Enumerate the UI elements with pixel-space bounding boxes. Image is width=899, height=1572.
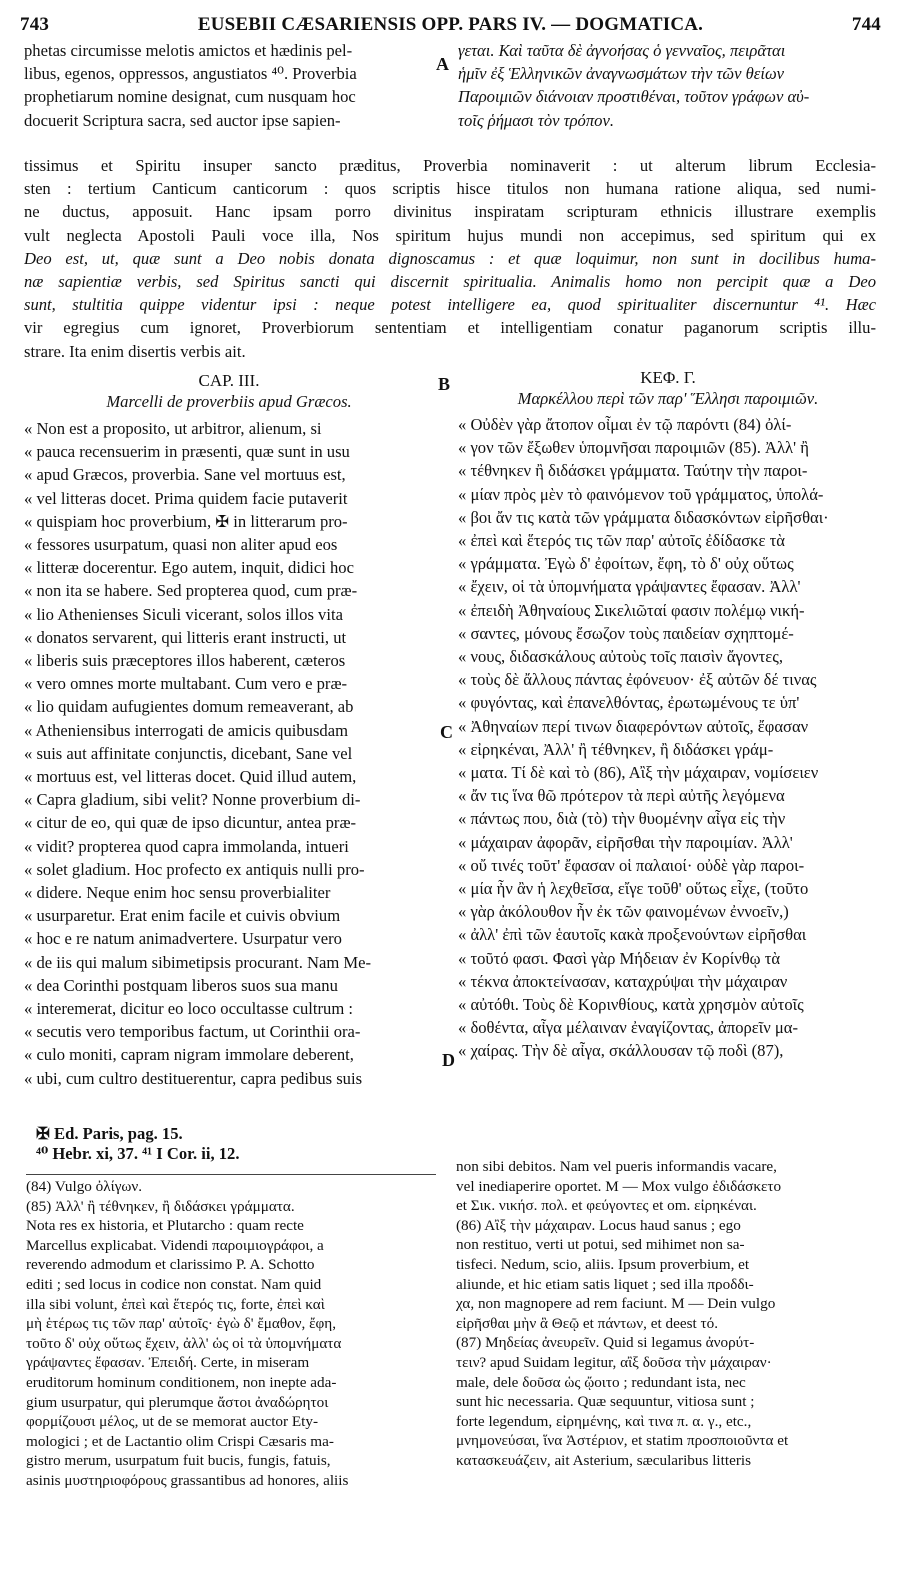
text-line: sunt, stultitia quippe videntur ipsi : neque potest intelligere ea, quod spiritualiter discernuntur ⁴¹. Hæc (24, 295, 876, 315)
note-line: τοῦτο δ' οὐχ οὕτως ἔχειν, ἀλλ' ὡς οἱ τὰ ὑπομνήματα (26, 1334, 342, 1352)
text-line: « ἄν τις ἵνα θῶ πρότερον τὰ περὶ αὐτῆς λεγόμενα (458, 786, 785, 806)
text-line: « μάχαιραν ἀφορᾶν, εἰρῆσθαι τὴν παροιμίαν. Ἀλλ' (458, 832, 793, 852)
text-line: « solet gladium. Hoc profecto ex antiquis nulli pro- (24, 859, 365, 879)
top-right-column (458, 39, 878, 132)
text-line: « Atheniensibus interrogati de amicis quibusdam (24, 720, 348, 740)
note-line: non sibi debitos. Nam vel pueris informandis vacare, (456, 1158, 777, 1175)
text-line: « βοι ἄν τις κατὰ τῶν γράμματα διδασκόντων εἰρῆσθαι· (458, 507, 829, 527)
text-line: « liberis suis præceptores illos haberent, cæteros (24, 651, 346, 671)
text-line: « μίαν πρὸς μὲν τὸ φαινόμενον τοῦ γράμματος, ὑπολά- (458, 484, 824, 504)
text-line: « secutis vero temporibus factum, ut Corinthii ora- (24, 1022, 361, 1042)
text-line: « apud Græcos, proverbia. Sane vel mortuus est, (24, 465, 346, 485)
note-line: Marcellus explicabat. Videndi παροιμιογράφοι, a (26, 1236, 324, 1254)
text-line: « δοθέντα, αἶγα μέλαιναν ἐναγίζοντας, ἀπορεῖν μα- (458, 1018, 798, 1038)
note-line: illa sibi volunt, ἐπεὶ καὶ ἕτερός τις, forte, ἐπεὶ καὶ (26, 1295, 325, 1313)
page-number-right: 744 (851, 14, 881, 35)
note-line: non restituo, verti ut potui, sed mihimet non sa- (456, 1236, 745, 1254)
text-line: « Ἀθηναίων περί τινων διαφερόντων αὐτοῖς, ἔφασαν (458, 716, 809, 736)
text-line: « donatos servarent, qui litteris erant instructi, ut (24, 627, 347, 647)
note-line: male, dele δοῦσα ὡς ᾤοιτο ; redundant ista, nec (456, 1373, 746, 1391)
text-line: prophetiarum nomine designat, cum nusquam hoc (24, 87, 356, 107)
chapter-title-latin: CAP. III. (198, 371, 260, 390)
text-line: « ἔχειν, οἱ τὰ ὑπομνήματα γράψαντες ἔφασαν. Ἀλλ' (458, 577, 801, 597)
text-line: γεται. Καὶ ταῦτα δὲ ἀγνοήσας ὁ γενναῖος, πειρᾶται (458, 41, 786, 60)
text-line: « lio Athenienses Siculi vicerant, solos illos vita (24, 604, 343, 624)
text-line: « vel litteras docet. Prima quidem facie putaverit (24, 488, 348, 508)
note-line: φορμίζουσι μέλος, ut de se memorat auctor Ety- (26, 1413, 319, 1431)
text-line: sten : tertium Canticum canticorum : quos scriptis hisce titulos non humana ratione aliqua, sed numi- (24, 179, 876, 199)
text-line: phetas circumisse melotis amictos et hædinis pel- (24, 41, 353, 60)
text-line: « εἰρηκέναι, Ἀλλ' ἢ τέθνηκεν, ἢ διδάσκει γράμ- (458, 739, 774, 759)
text-line: « Οὐδὲν γὰρ ἄτοπον οἶμαι ἐν τῷ παρόντι (84) ὀλί- (458, 415, 792, 434)
text-line: « ματα. Τί δὲ καὶ τὸ (86), Αἲξ τὴν μάχαιραν, νομίσειεν (458, 763, 819, 783)
note-line: gium usurpatur, qui plerumque ἄστοι ἀναδώρητοι (26, 1393, 329, 1411)
text-line: « τοῦτό φασι. Φασὶ γὰρ Μήδειαν ἐν Κορίνθῳ τὰ (458, 948, 781, 968)
running-header (20, 14, 881, 40)
text-line: « Non est a proposito, ut arbitror, alienum, si (24, 419, 322, 438)
text-line: « vidit? propterea quod capra immolanda, intueri (24, 836, 349, 856)
text-line: « μία ἦν ἂν ἡ λεχθεῖσα, εἴγε τοῦθ' οὕτως εἶχε, (τοῦτο (458, 879, 809, 899)
text-line: « πάντως που, διὰ (τὸ) τὴν θυομένην αἶγα εἰς τὴν (458, 809, 786, 829)
text-line: « usurparetur. Erat enim facile et cuivis obvium (24, 906, 341, 926)
text-line: « τέθνηκεν ἢ διδάσκει γράμματα. Ταύτην τὴν παροι- (458, 461, 808, 481)
text-line: tissimus et Spiritu insuper sancto præditus, Proverbia nominaverit : ut alterum librum Ecclesia- (24, 156, 876, 175)
text-line: « αὐτόθι. Τοὺς δὲ Κορινθίους, κατὰ χρησμὸν αὐτοῖς (458, 995, 804, 1015)
note-line: et Σικ. νικήσ. πολ. et φεύγοντες et om. εἰρηκέναι. (456, 1197, 757, 1215)
text-line: « γον τῶν ἔξωθεν ὑπομνῆσαι παροιμιῶν (85). Ἀλλ' ἢ (458, 438, 809, 458)
text-line: « interemerat, dicitur eo loco occultasse cultrum : (24, 999, 353, 1019)
note-line: μὴ ἑτέρως τις τῶν παρ' αὐτοῖς· ἐγὼ δ' ἔμαθον, ἔφη, (26, 1315, 337, 1333)
text-line: « de iis qui malum sibimetipsis procurant. Nam Me- (24, 952, 372, 972)
text-line: docuerit Scriptura sacra, sed auctor ipse sapien- (24, 110, 341, 130)
note-line: χα, non magnopere ad rem faciunt. M — Dein vulgo (456, 1295, 776, 1313)
text-line: « litteræ docerentur. Ego autem, inquit, didici hoc (24, 558, 354, 578)
greek-text-column (458, 413, 878, 1063)
footnote-line: ✠ Ed. Paris, pag. 15. (36, 1124, 183, 1143)
text-line: « vero omnes morte multabant. Cum vero e præ- (24, 674, 348, 694)
text-line: « pauca recensuerim in præsenti, quæ sunt in usu (24, 442, 350, 462)
text-line: libus, egenos, oppressos, angustiatos ⁴⁰. Proverbia (24, 64, 357, 84)
note-line: sunt hic necessaria. Quæ sequuntur, vitiosa sunt ; (456, 1393, 755, 1411)
note-line: (84) Vulgo ὀλίγων. (26, 1178, 143, 1195)
note-line: tisfeci. Nedum, scio, aliis. Ipsum proverbium, et (456, 1255, 750, 1273)
text-line: « didere. Neque enim hoc sensu proverbialiter (24, 883, 331, 903)
text-line: vir egregius cum ignoret, Proverbiorum sententiam et intelligentiam conatur paganorum scriptis illu- (24, 318, 876, 338)
note-line: (86) Αἲξ τὴν μάχαιραν. Locus haud sanus ; ego (456, 1216, 741, 1234)
note-line: εἰρῆσθαι μὴν ἃ Θεῷ et πάντων, et deest τό. (456, 1314, 718, 1332)
text-line: « citur de eo, qui quæ de ipso dicuntur, antea præ- (24, 813, 357, 833)
text-line: « χαίρας. Τὴν δὲ αἶγα, σκάλλουσαν τῷ ποδὶ (87), (458, 1041, 784, 1061)
text-line: « hoc e re natum animadvertere. Usurpatur vero (24, 929, 342, 949)
note-line: vel inediaperire oportet. M — Mox vulgo ἐδιδάσκετο (456, 1177, 782, 1195)
text-line: « suis aut affinitate conjunctis, dicebant, Sane vel (24, 743, 353, 763)
margin-marker-d: D (442, 1050, 455, 1070)
note-line: asinis μυστηριοφόρους grassantibus ad honores, aliis (26, 1471, 349, 1489)
note-line: gistro merum, usurpatum fuit bucis, fungis, fatuis, (26, 1452, 331, 1470)
margin-marker-a: A (436, 54, 449, 74)
note-line: κατασκευάζειν, ait Asterium, sæcularibus litteris (456, 1451, 752, 1469)
text-line: τοῖς ῥήμασι τὸν τρόπον. (458, 110, 614, 130)
text-line: « Capra gladium, sibi velit? Nonne proverbium di- (24, 790, 361, 810)
running-title: EUSEBII CÆSARIENSIS OPP. PARS IV. — DOGMATICA. (197, 14, 704, 35)
text-line: « νους, διδασκάλους αὐτοὺς τοῖς παισὶν ἄγοντες, (458, 647, 783, 667)
full-width-paragraph (24, 154, 876, 363)
note-line: mologici ; et de Lactantio olim Crispi Cæsaris ma- (26, 1432, 334, 1450)
chapter-title-greek: ΚΕΦ. Γ. (640, 368, 696, 387)
text-line: « fessores usurpatum, quasi non aliter apud eos (24, 535, 338, 555)
note-line: γράψαντες ἔφασαν. Ἐπειδή. Certe, in miseram (26, 1354, 310, 1372)
text-line: « γράμματα. Ἐγὼ δ' ἐφοίτων, ἔφη, τὸ δ' οὐχ οὕτως (458, 554, 794, 574)
notes-right-column (456, 1157, 880, 1471)
top-left-column (24, 39, 428, 132)
text-line: « τέκνα ἀποκτείνασαν, καταχρύψαι τὴν μάχαιραν (458, 971, 788, 991)
text-line: « mortuus est, vel litteras docet. Quid illud autem, (24, 767, 357, 787)
note-line: eruditorum hominum conditionem, non inepte ada- (26, 1373, 337, 1391)
text-line: « non ita se habere. Sed propterea quod, cum præ- (24, 581, 358, 601)
text-line: næ sapientiæ verbis, sed Spiritus sancti qui discernit spiritualia. Animalis homo non percipit quæ a Deo (24, 272, 876, 292)
text-line: « culo moniti, capram nigram immolare deberent, (24, 1045, 354, 1065)
footnote-line: ⁴⁰ Hebr. xi, 37. ⁴¹ I Cor. ii, 12. (36, 1144, 240, 1163)
text-line: « ἐπειδὴ Ἀθηναίους Σικελιῶταί φασιν πολέμῳ νική- (458, 600, 805, 620)
chapter-subtitle-greek: Μαρκέλλου περὶ τῶν παρ' Ἕλλησι παροιμιῶν. (517, 389, 819, 408)
note-line: editi ; sed locus in codice non constat. Nam quid (26, 1275, 322, 1293)
text-line: Deo est, ut, quæ sunt a Deo nobis donata dignoscamus : et quæ loquimur, non sunt in docilibus huma- (24, 248, 876, 268)
margin-marker-c: C (440, 722, 453, 742)
text-line: « σαντες, μόνους ἔσωζον τοὺς παιδείαν σχηπτομέ- (458, 623, 794, 643)
text-line: « ἀλλ' ἐπὶ τῶν ἑαυτοῖς κακὰ προξενούντων εἰρῆσθαι (458, 925, 807, 945)
text-line: Παροιμιῶν διάνοιαν προστιθέναι, τοῦτον γράφων αὐ- (458, 87, 810, 107)
notes-left-column (26, 1177, 442, 1491)
text-line: ne ductus, apposuit. Hanc ipsam porro divinitus inspiratam scripturam ethnicis illustrare exemplis (24, 202, 876, 222)
note-line: Nota res ex historia, et Plutarcho : quam recte (26, 1217, 304, 1235)
text-line: « τοὺς δὲ ἄλλους πάντας ἐφόνευον· ἐξ αὐτῶν δέ τινας (458, 670, 817, 690)
text-line: « γὰρ ἀκόλουθον ἦν ἐκ τῶν φαινομένων ἐννοεῖν,) (458, 902, 789, 922)
text-line: « ubi, cum cultro destituerentur, capra pedibus suis (24, 1068, 363, 1088)
short-footnotes (36, 1124, 240, 1164)
text-line: strare. Ita enim disertis verbis ait. (24, 341, 246, 361)
note-line: (87) Μηδείας ἀνευρεῖν. Quid si legamus ἀνορύτ- (456, 1334, 755, 1352)
note-line: forte legendum, εἰρημένης, καὶ τινα π. α. γ., etc., (456, 1412, 752, 1430)
text-line: « lio quidam aufugientes domum remeaverant, ab (24, 697, 354, 717)
text-line: « οὔ τινές τοῦτ' ἔφασαν οἱ παλαιοί· οὐδὲ γὰρ παροι- (458, 855, 805, 875)
text-line: « φυγόντας, καὶ ἐπανελθόντας, ἐρωτωμένους τε ὑπ' (458, 693, 800, 713)
note-line: aliunde, et hic etiam satis liquet ; sed illa προδδι- (456, 1275, 754, 1293)
footnote-rule (26, 1174, 436, 1175)
text-line: « quispiam hoc proverbium, ✠ in litterarum pro- (24, 511, 348, 531)
text-line: « ἐπεὶ καὶ ἕτερός τις τῶν παρ' αὐτοῖς ἐδίδασκε τὰ (458, 531, 785, 551)
latin-text-column (24, 417, 434, 1090)
chapter-subtitle-latin: Marcelli de proverbiis apud Græcos. (106, 392, 352, 411)
text-line: ἡμῖν ἐξ Ἑλληνικῶν ἀναγνωσμάτων τὴν τῶν θείων (458, 64, 785, 84)
note-line: μνημονεύσαι, ἵνα Ἀστέριον, et statim προσποιοῦντα et (456, 1432, 789, 1450)
note-line: (85) Ἀλλ' ἢ τέθνηκεν, ἢ διδάσκει γράμματα. (26, 1197, 295, 1215)
note-line: τειν? apud Suidam legitur, αἲξ δοῦσα τὴν μάχαιραν· (456, 1353, 772, 1371)
note-line: reverendo admodum et clarissimo P. A. Schotto (26, 1256, 315, 1274)
text-line: « dea Corinthi postquam liberos suos sua manu (24, 975, 338, 995)
margin-marker-b: B (438, 374, 451, 394)
text-line: vult neglecta Apostoli Pauli voce illa, Nos spiritum hujus mundi non accepimus, sed spiritum qui ex (24, 225, 876, 245)
page-number-left: 743 (20, 14, 50, 35)
